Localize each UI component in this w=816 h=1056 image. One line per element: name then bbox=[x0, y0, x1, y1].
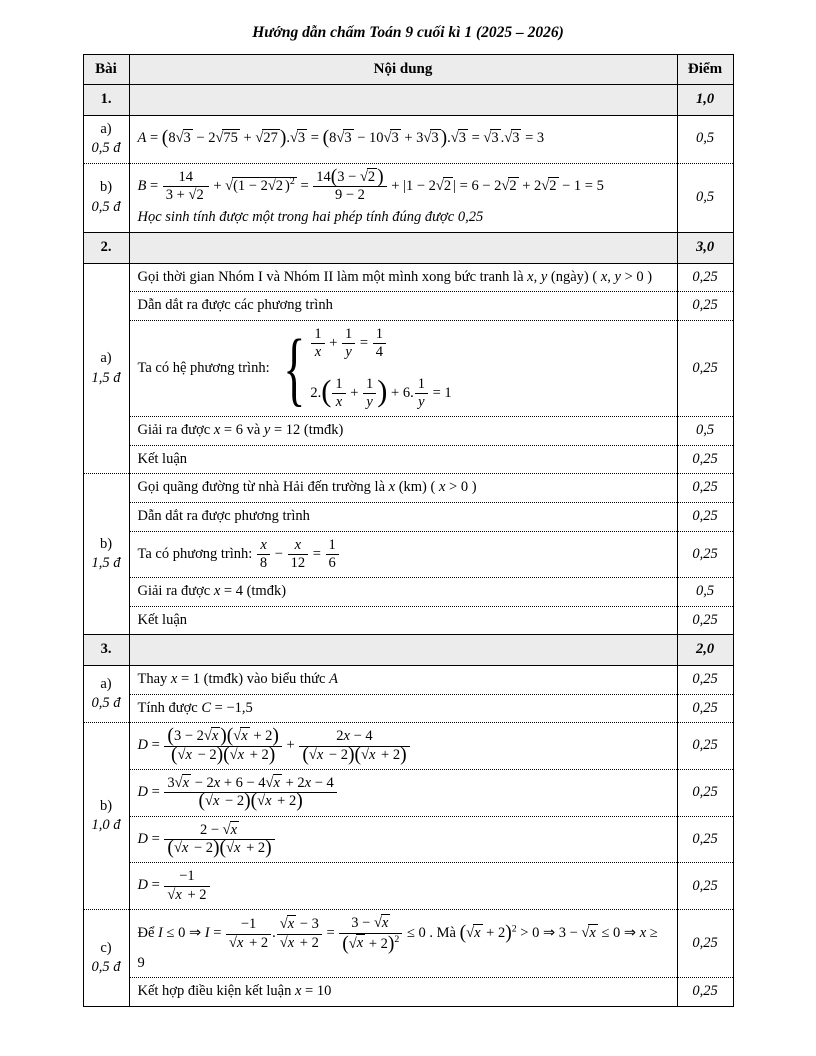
points-cell-3b-1: 0,25 bbox=[677, 723, 733, 770]
row-2b-3 bbox=[83, 531, 733, 578]
table-header-row bbox=[83, 55, 733, 85]
section-spacer-3 bbox=[129, 635, 677, 666]
row-2a-3 bbox=[83, 320, 733, 417]
section-row-1 bbox=[83, 85, 733, 116]
row-3c-2 bbox=[83, 978, 733, 1007]
points-cell-2b-3: 0,25 bbox=[677, 531, 733, 578]
content-cell-2a-4: Giải ra được x = 6 và y = 12 (tmđk) bbox=[129, 417, 677, 446]
part-label-2b: b) bbox=[99, 535, 113, 552]
content-cell-2a-5: Kết luận bbox=[129, 445, 677, 474]
section-total-1: 1,0 bbox=[677, 85, 733, 116]
part-cell-3a bbox=[83, 666, 129, 723]
section-number-1: 1. bbox=[83, 85, 129, 116]
row-3b-4 bbox=[83, 863, 733, 910]
note-1b: Học sinh tính được một trong hai phép tính đúng được 0,25 bbox=[137, 209, 484, 226]
part-label-2a: a) bbox=[100, 349, 112, 366]
points-cell-3c-2: 0,25 bbox=[677, 978, 733, 1007]
part-cell-3c bbox=[83, 910, 129, 1007]
row-2a-5 bbox=[83, 445, 733, 474]
content-cell-3b-1: D = $\frac{(3 - 2√x )(√x + 2)}{(√x - 2)(√x + 2)}$ + $\frac{2x - 4}{(√x - 2)(√x + 2)}$ bbox=[129, 723, 677, 770]
content-cell-1b bbox=[129, 163, 677, 232]
content-cell-3b-4: D = $\frac{-1}{√x + 2}$ bbox=[129, 863, 677, 910]
row-2b-5 bbox=[83, 606, 733, 635]
content-cell-3b-3: D = $\frac{2 - √x}{(√x - 2)(√x + 2)}$ bbox=[129, 816, 677, 863]
section-row-2 bbox=[83, 233, 733, 264]
row-2a-2 bbox=[83, 292, 733, 321]
content-cell-2a-2: Dẫn dắt ra được các phương trình bbox=[129, 292, 677, 321]
row-3a-1 bbox=[83, 666, 733, 695]
header-bai: Bài bbox=[83, 55, 129, 85]
points-cell-3b-3: 0,25 bbox=[677, 816, 733, 863]
points-cell-3b-4: 0,25 bbox=[677, 863, 733, 910]
row-2a-4 bbox=[83, 417, 733, 446]
row-3b-3 bbox=[83, 816, 733, 863]
part-label-3b: b) bbox=[99, 797, 113, 814]
section-number-3: 3. bbox=[83, 635, 129, 666]
part-cell-1b bbox=[83, 163, 129, 232]
content-cell-3c-2: Kết hợp điều kiện kết luận x = 10 bbox=[129, 978, 677, 1007]
section-spacer-1 bbox=[129, 85, 677, 116]
part-points-3c: 0,5 đ bbox=[91, 959, 121, 976]
part-points-1a: 0,5 đ bbox=[91, 140, 121, 157]
formula-1b: B = $\frac{14}{3 + √2}$ + √(1 − 2√2 )$^2$ = $\frac{14(3 - √2 )}{9 - 2}$ + |1 − 2√2 | = 6 − 2√2 + 2√2 − 1 = 5 bbox=[137, 166, 604, 204]
points-cell-3c-1: 0,25 bbox=[677, 910, 733, 978]
row-2a-1 bbox=[83, 263, 733, 292]
points-cell-2b-5: 0,25 bbox=[677, 606, 733, 635]
part-label-3a: a) bbox=[100, 675, 112, 692]
row-3a-2 bbox=[83, 694, 733, 723]
points-cell-2a-3: 0,25 bbox=[677, 320, 733, 417]
content-cell-2b-4: Giải ra được x = 4 (tmđk) bbox=[129, 578, 677, 607]
row-3b-2 bbox=[83, 769, 733, 816]
section-number-2: 2. bbox=[83, 233, 129, 264]
grading-rubric-table bbox=[83, 54, 734, 1007]
page-title: Hướng dẫn chấm Toán 9 cuối kì 1 (2025 – 2026) bbox=[252, 24, 564, 41]
row-2b-4 bbox=[83, 578, 733, 607]
content-cell-3c-1: Để I ≤ 0 ⇒ I = $\frac{-1}{√x + 2}$ . $\frac{√x - 3}{√x + 2}$ = $\frac{3 - √x}{(√x + 2)^2}$ ≤ 0 . Mà $(√x + 2)^2 > 0$ ⇒ 3 − √x ≤ 0 ⇒ x ≥ 9 bbox=[129, 910, 677, 978]
section-total-2: 3,0 bbox=[677, 233, 733, 264]
content-cell-3b-2: D = $\frac{3√x - 2x + 6 - 4√x + 2x - 4}{(√x - 2)(√x + 2)}$ bbox=[129, 769, 677, 816]
points-cell-3b-2: 0,25 bbox=[677, 769, 733, 816]
row-2b-1 bbox=[83, 474, 733, 503]
points-cell-3a-2: 0,25 bbox=[677, 694, 733, 723]
points-cell-3a-1: 0,25 bbox=[677, 666, 733, 695]
part-cell-3b bbox=[83, 723, 129, 910]
row-1a bbox=[83, 115, 733, 163]
content-cell-2b-2: Dẫn dắt ra được phương trình bbox=[129, 502, 677, 531]
section-row-3 bbox=[83, 635, 733, 666]
row-3c-1 bbox=[83, 910, 733, 978]
content-cell-3a-1: Thay x = 1 (tmđk) vào biểu thức A bbox=[129, 666, 677, 695]
points-cell-1b: 0,5 bbox=[677, 163, 733, 232]
content-cell-2b-5: Kết luận bbox=[129, 606, 677, 635]
points-cell-2a-2: 0,25 bbox=[677, 292, 733, 321]
part-label-1a: a) bbox=[100, 120, 112, 137]
formula-1a: A = (8√3 − 2√75 + √27 ).√3 = (8√3 − 10√3 + 3√3 ).√3 = √3 .√3 = 3 bbox=[137, 127, 545, 149]
part-label-1b: b) bbox=[99, 179, 113, 196]
section-spacer-2 bbox=[129, 233, 677, 264]
row-2b-2 bbox=[83, 502, 733, 531]
section-total-3: 2,0 bbox=[677, 635, 733, 666]
part-label-3c: c) bbox=[100, 939, 112, 956]
points-cell-2b-4: 0,5 bbox=[677, 578, 733, 607]
points-cell-2a-1: 0,25 bbox=[677, 263, 733, 292]
content-cell-2a-3: Ta có hệ phương trình: { $\frac{1}{x}$ + $\frac{1}{y}$ = $\frac{1}{4}$ 2.( $\frac{1}{x}$ + $\frac{1}{y}$ ) + 6. $\frac{1}{y}$ = 1 bbox=[129, 320, 677, 417]
part-cell-1a bbox=[83, 115, 129, 163]
points-cell-2b-1: 0,25 bbox=[677, 474, 733, 503]
header-diem: Điểm bbox=[677, 55, 733, 85]
points-cell-2b-2: 0,25 bbox=[677, 502, 733, 531]
part-cell-2a bbox=[83, 263, 129, 474]
content-cell-2b-1: Gọi quãng đường từ nhà Hải đến trường là x (km) ( x > 0 ) bbox=[129, 474, 677, 503]
part-points-1b: 0,5 đ bbox=[91, 198, 121, 215]
part-points-2a: 1,5 đ bbox=[91, 369, 121, 386]
content-cell-3a-2: Tính được C = −1,5 bbox=[129, 694, 677, 723]
points-cell-2a-4: 0,5 bbox=[677, 417, 733, 446]
part-cell-2b bbox=[83, 474, 129, 635]
points-cell-2a-5: 0,25 bbox=[677, 445, 733, 474]
part-points-2b: 1,5 đ bbox=[91, 555, 121, 572]
part-points-3a: 0,5 đ bbox=[91, 695, 121, 712]
content-cell-2a-1: Gọi thời gian Nhóm I và Nhóm II làm một mình xong bức tranh là x, y (ngày) ( x, y > 0 ) bbox=[129, 263, 677, 292]
points-cell-1a: 0,5 bbox=[677, 115, 733, 163]
row-1b bbox=[83, 163, 733, 232]
header-noi-dung: Nội dung bbox=[129, 55, 677, 85]
content-cell-2b-3: Ta có phương trình: $\frac{x}{8}$ − $\frac{x}{12}$ = $\frac{1}{6}$ bbox=[129, 531, 677, 578]
row-3b-1 bbox=[83, 723, 733, 770]
content-cell-1a bbox=[129, 115, 677, 163]
part-points-3b: 1,0 đ bbox=[91, 817, 121, 834]
